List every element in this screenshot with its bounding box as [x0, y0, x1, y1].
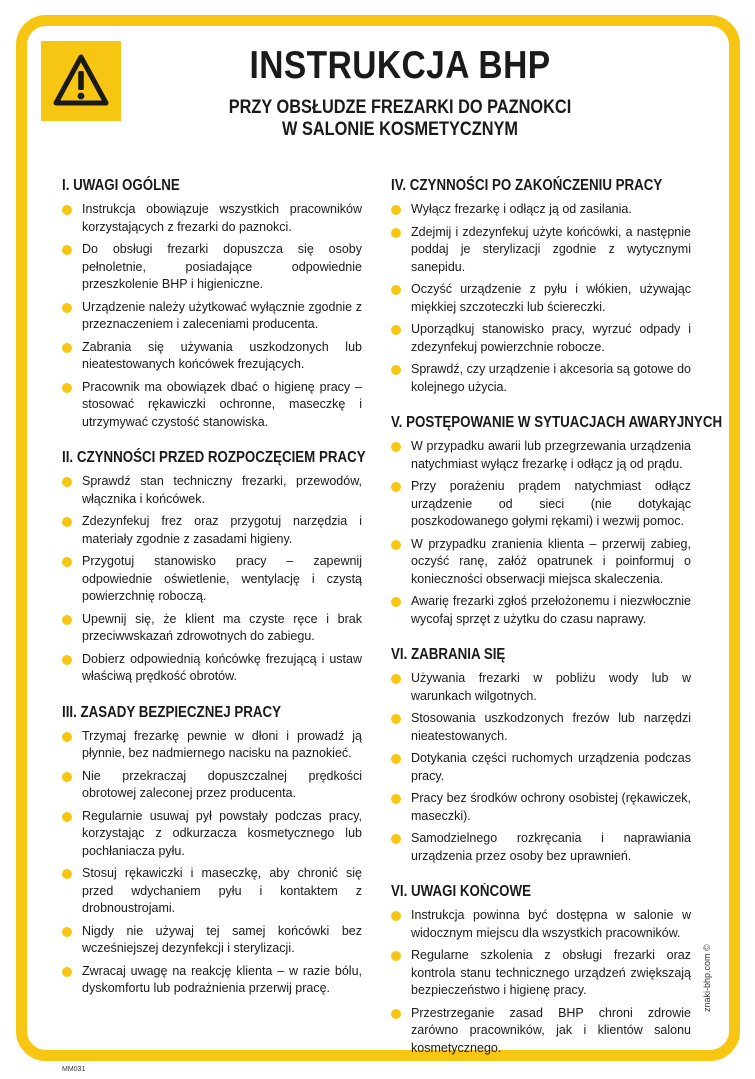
list-item — [62, 513, 362, 548]
section-heading: V. POSTĘPOWANIE W SYTUACJACH AWARYJNYCH — [391, 414, 723, 431]
list-item-text: Instrukcja powinna być dostępna w salonie w widocznym miejscu dla wszystkich pracowników. — [411, 908, 691, 940]
list-item — [62, 299, 362, 334]
bullet-dot-icon — [62, 732, 72, 742]
list-item-text: Dobierz odpowiednią końcówkę frezującą i ustaw właściwą prędkość obrotów. — [82, 651, 362, 683]
bullet-dot-icon — [391, 325, 401, 335]
list-item-text: Zwracaj uwagę na reakcję klienta – w razie bólu, dyskomfortu lub podrażnienia przerwij pracę. — [82, 963, 362, 995]
instruction-section — [391, 177, 691, 396]
list-item-text: Uporządkuj stanowisko pracy, wyrzuć odpady i zdezynfekuj powierzchnie robocze. — [411, 322, 691, 354]
list-item — [391, 281, 691, 316]
subtitle-line-1: PRZY OBSŁUDZE FREZARKI DO PAZNOKCI — [228, 97, 572, 118]
instruction-list — [62, 473, 362, 686]
list-item — [391, 593, 691, 628]
list-item — [391, 947, 691, 1000]
instruction-list — [391, 438, 691, 628]
section-heading: IV. CZYNNOŚCI PO ZAKOŃCZENIU PRACY — [391, 177, 663, 194]
list-item — [391, 478, 691, 531]
list-item — [391, 361, 691, 396]
bullet-dot-icon — [391, 754, 401, 764]
bullet-dot-icon — [391, 442, 401, 452]
section-heading: VI. UWAGI KOŃCOWE — [391, 883, 531, 900]
instruction-list — [391, 907, 691, 1057]
list-item-text: Używania frezarki w pobliżu wody lub w warunkach wilgotnych. — [411, 671, 691, 703]
list-item — [391, 710, 691, 745]
list-item — [62, 339, 362, 374]
list-item — [62, 241, 362, 294]
bullet-dot-icon — [391, 228, 401, 238]
bullet-dot-icon — [62, 205, 72, 215]
warning-badge — [41, 41, 121, 121]
list-item — [391, 790, 691, 825]
list-item-text: Urządzenie należy użytkować wyłącznie zgodnie z przeznaczeniem i zaleceniami producenta. — [82, 299, 362, 331]
bullet-dot-icon — [391, 540, 401, 550]
instruction-section — [391, 883, 691, 1057]
bullet-dot-icon — [62, 517, 72, 527]
list-item — [62, 865, 362, 918]
bullet-dot-icon — [62, 655, 72, 665]
list-item-text: Stosowania uszkodzonych frezów lub narzędzi nieatestowanych. — [411, 711, 691, 743]
bullet-dot-icon — [391, 951, 401, 961]
instruction-section — [62, 449, 366, 686]
bullet-dot-icon — [62, 615, 72, 625]
bullet-dot-icon — [391, 834, 401, 844]
instruction-section — [62, 704, 362, 998]
list-item-text: Regularnie usuwaj pył powstały podczas pracy, korzystając z odkurzacza kosmetycznego lub pochłaniacza pyłu. — [82, 808, 362, 858]
list-item-text: Przy porażeniu prądem natychmiast odłącz urządzenie od sieci (nie dotykając poszkodowanego gołymi rękami) i wezwij pomoc. — [411, 479, 691, 528]
list-item-text: Nie przekraczaj dopuszczalnej prędkości obrotowej zaleconej przez producenta. — [82, 768, 362, 800]
list-item-text: Samodzielnego rozkręcania i naprawiania urządzenia przez osoby bez uprawnień. — [411, 831, 691, 863]
bullet-dot-icon — [391, 911, 401, 921]
list-item-text: Sprawdź stan techniczny frezarki, przewodów, włącznika i końcówek. — [82, 474, 362, 506]
list-item — [62, 963, 362, 998]
list-item — [62, 808, 362, 861]
list-item-text: Zabrania się używania uszkodzonych lub nieatestowanych końcówek frezujących. — [82, 339, 362, 371]
list-item-text: Awarię frezarki zgłoś przełożonemu i niezwłocznie wycofaj sprzęt z użytku do czasu naprawy. — [411, 594, 691, 626]
list-item-text: Stosuj rękawiczki i maseczkę, aby chronić się przed wdychaniem pyłu i kontaktem z drobnoustrojami. — [82, 866, 362, 915]
list-item — [391, 1005, 691, 1058]
bullet-dot-icon — [391, 674, 401, 684]
list-item-text: Zdejmij i zdezynfekuj użyte końcówki, a następnie poddaj je sterylizacji zgodnie z wytycznymi sanepidu. — [411, 224, 691, 274]
instruction-list — [391, 201, 691, 396]
list-item-text: Pracy bez środków ochrony osobistej (rękawiczek, maseczki). — [411, 791, 691, 823]
list-item-text: Do obsługi frezarki dopuszcza się osoby pełnoletnie, posiadające odpowiednie przeszkolenie BHP i higieniczne. — [82, 242, 362, 291]
list-item-text: Dotykania części ruchomych urządzenia podczas pracy. — [411, 751, 691, 783]
bullet-dot-icon — [391, 1009, 401, 1019]
list-item — [62, 651, 362, 686]
list-item — [391, 907, 691, 942]
warning-triangle-icon — [51, 51, 111, 111]
list-item-text: Upewnij się, że klient ma czyste ręce i brak przeciwwskazań zdrowotnych do zabiegu. — [82, 611, 362, 643]
list-item-text: Sprawdź, czy urządzenie i akcesoria są gotowe do kolejnego użycia. — [411, 362, 692, 394]
bullet-dot-icon — [62, 303, 72, 313]
bullet-dot-icon — [62, 869, 72, 879]
list-item — [391, 438, 691, 473]
bullet-dot-icon — [62, 812, 72, 822]
bullet-dot-icon — [391, 794, 401, 804]
subtitle-line-2: W SALONIE KOSMETYCZNYM — [281, 119, 519, 140]
list-item — [391, 201, 691, 219]
list-item-text: Przestrzeganie zasad BHP chroni zdrowie zarówno pracowników, jak i klientów salonu kosmetycznego. — [411, 1005, 691, 1055]
page-subtitle — [168, 97, 632, 141]
instruction-list — [391, 670, 691, 865]
bullet-dot-icon — [62, 772, 72, 782]
bullet-dot-icon — [62, 245, 72, 255]
bullet-dot-icon — [391, 714, 401, 724]
list-item-text: Nigdy nie używaj tej samej końcówki bez wcześniejszej dezynfekcji i sterylizacji. — [82, 923, 362, 955]
section-heading: VI. ZABRANIA SIĘ — [391, 646, 506, 663]
list-item — [391, 321, 691, 356]
bullet-dot-icon — [62, 927, 72, 937]
section-heading: II. CZYNNOŚCI PRZED ROZPOCZĘCIEM PRACY — [62, 449, 366, 466]
list-item-text: Oczyść urządzenie z pyłu i włókien, używając miękkiej szczoteczki lub ściereczki. — [411, 282, 691, 314]
list-item — [391, 224, 691, 277]
instruction-section — [391, 646, 691, 865]
list-item — [391, 536, 691, 589]
product-code: MM031 — [62, 1066, 86, 1073]
list-item — [391, 830, 691, 865]
list-item-text: Przygotuj stanowisko pracy – zapewnij odpowiednie oświetlenie, wentylację i czystą powierzchnię roboczą. — [82, 554, 362, 603]
bullet-dot-icon — [62, 557, 72, 567]
instruction-section — [62, 177, 362, 431]
publisher-note: znaki-bhp.com © — [702, 944, 712, 1012]
bullet-dot-icon — [391, 597, 401, 607]
list-item — [62, 728, 362, 763]
list-item — [62, 473, 362, 508]
list-item — [62, 201, 362, 236]
instruction-section — [391, 414, 723, 628]
list-item — [62, 553, 362, 606]
list-item — [62, 923, 362, 958]
bullet-dot-icon — [391, 285, 401, 295]
section-heading: I. UWAGI OGÓLNE — [62, 177, 180, 194]
bullet-dot-icon — [391, 365, 401, 375]
list-item-text: Regularne szkolenia z obsługi frezarki oraz kontrola stanu technicznego urządzeń zwiększają bezpieczeństwo i higienę pracy. — [411, 948, 691, 997]
list-item-text: Zdezynfekuj frez oraz przygotuj narzędzia i materiały zgodnie z zasadami higieny. — [82, 514, 362, 546]
list-item — [391, 750, 691, 785]
list-item-text: Wyłącz frezarkę i odłącz ją od zasilania. — [411, 202, 632, 216]
bullet-dot-icon — [62, 967, 72, 977]
list-item — [62, 768, 362, 803]
bullet-dot-icon — [62, 477, 72, 487]
instruction-list — [62, 728, 362, 998]
left-column — [62, 177, 366, 1016]
page-title: INSTRUKCJA BHP — [249, 44, 551, 87]
bullet-dot-icon — [391, 205, 401, 215]
list-item-text: Instrukcja obowiązuje wszystkich pracowników korzystających z frezarki do paznokci. — [82, 202, 362, 234]
list-item-text: Pracownik ma obowiązek dbać o higienę pracy – stosować rękawiczki ochronne, maseczkę i utrzymywać czystość stanowiska. — [82, 379, 362, 429]
list-item — [391, 670, 691, 705]
instruction-list — [62, 201, 362, 431]
bullet-dot-icon — [62, 343, 72, 353]
bullet-dot-icon — [391, 482, 401, 492]
bullet-dot-icon — [62, 383, 72, 393]
list-item — [62, 379, 362, 432]
list-item-text: W przypadku awarii lub przegrzewania urządzenia natychmiast wyłącz frezarkę i odłącz ją od prądu. — [411, 439, 691, 471]
section-heading: III. ZASADY BEZPIECZNEJ PRACY — [62, 703, 282, 721]
list-item — [62, 611, 362, 646]
list-item-text: Trzymaj frezarkę pewnie w dłoni i prowadź ją płynnie, bez nadmiernego nacisku na paznokieć. — [82, 728, 362, 760]
list-item-text: W przypadku zranienia klienta – przerwij zabieg, oczyść ranę, załóż opatrunek i poinformuj o konieczności obserwacji miejsca skaleczenia. — [411, 536, 691, 586]
